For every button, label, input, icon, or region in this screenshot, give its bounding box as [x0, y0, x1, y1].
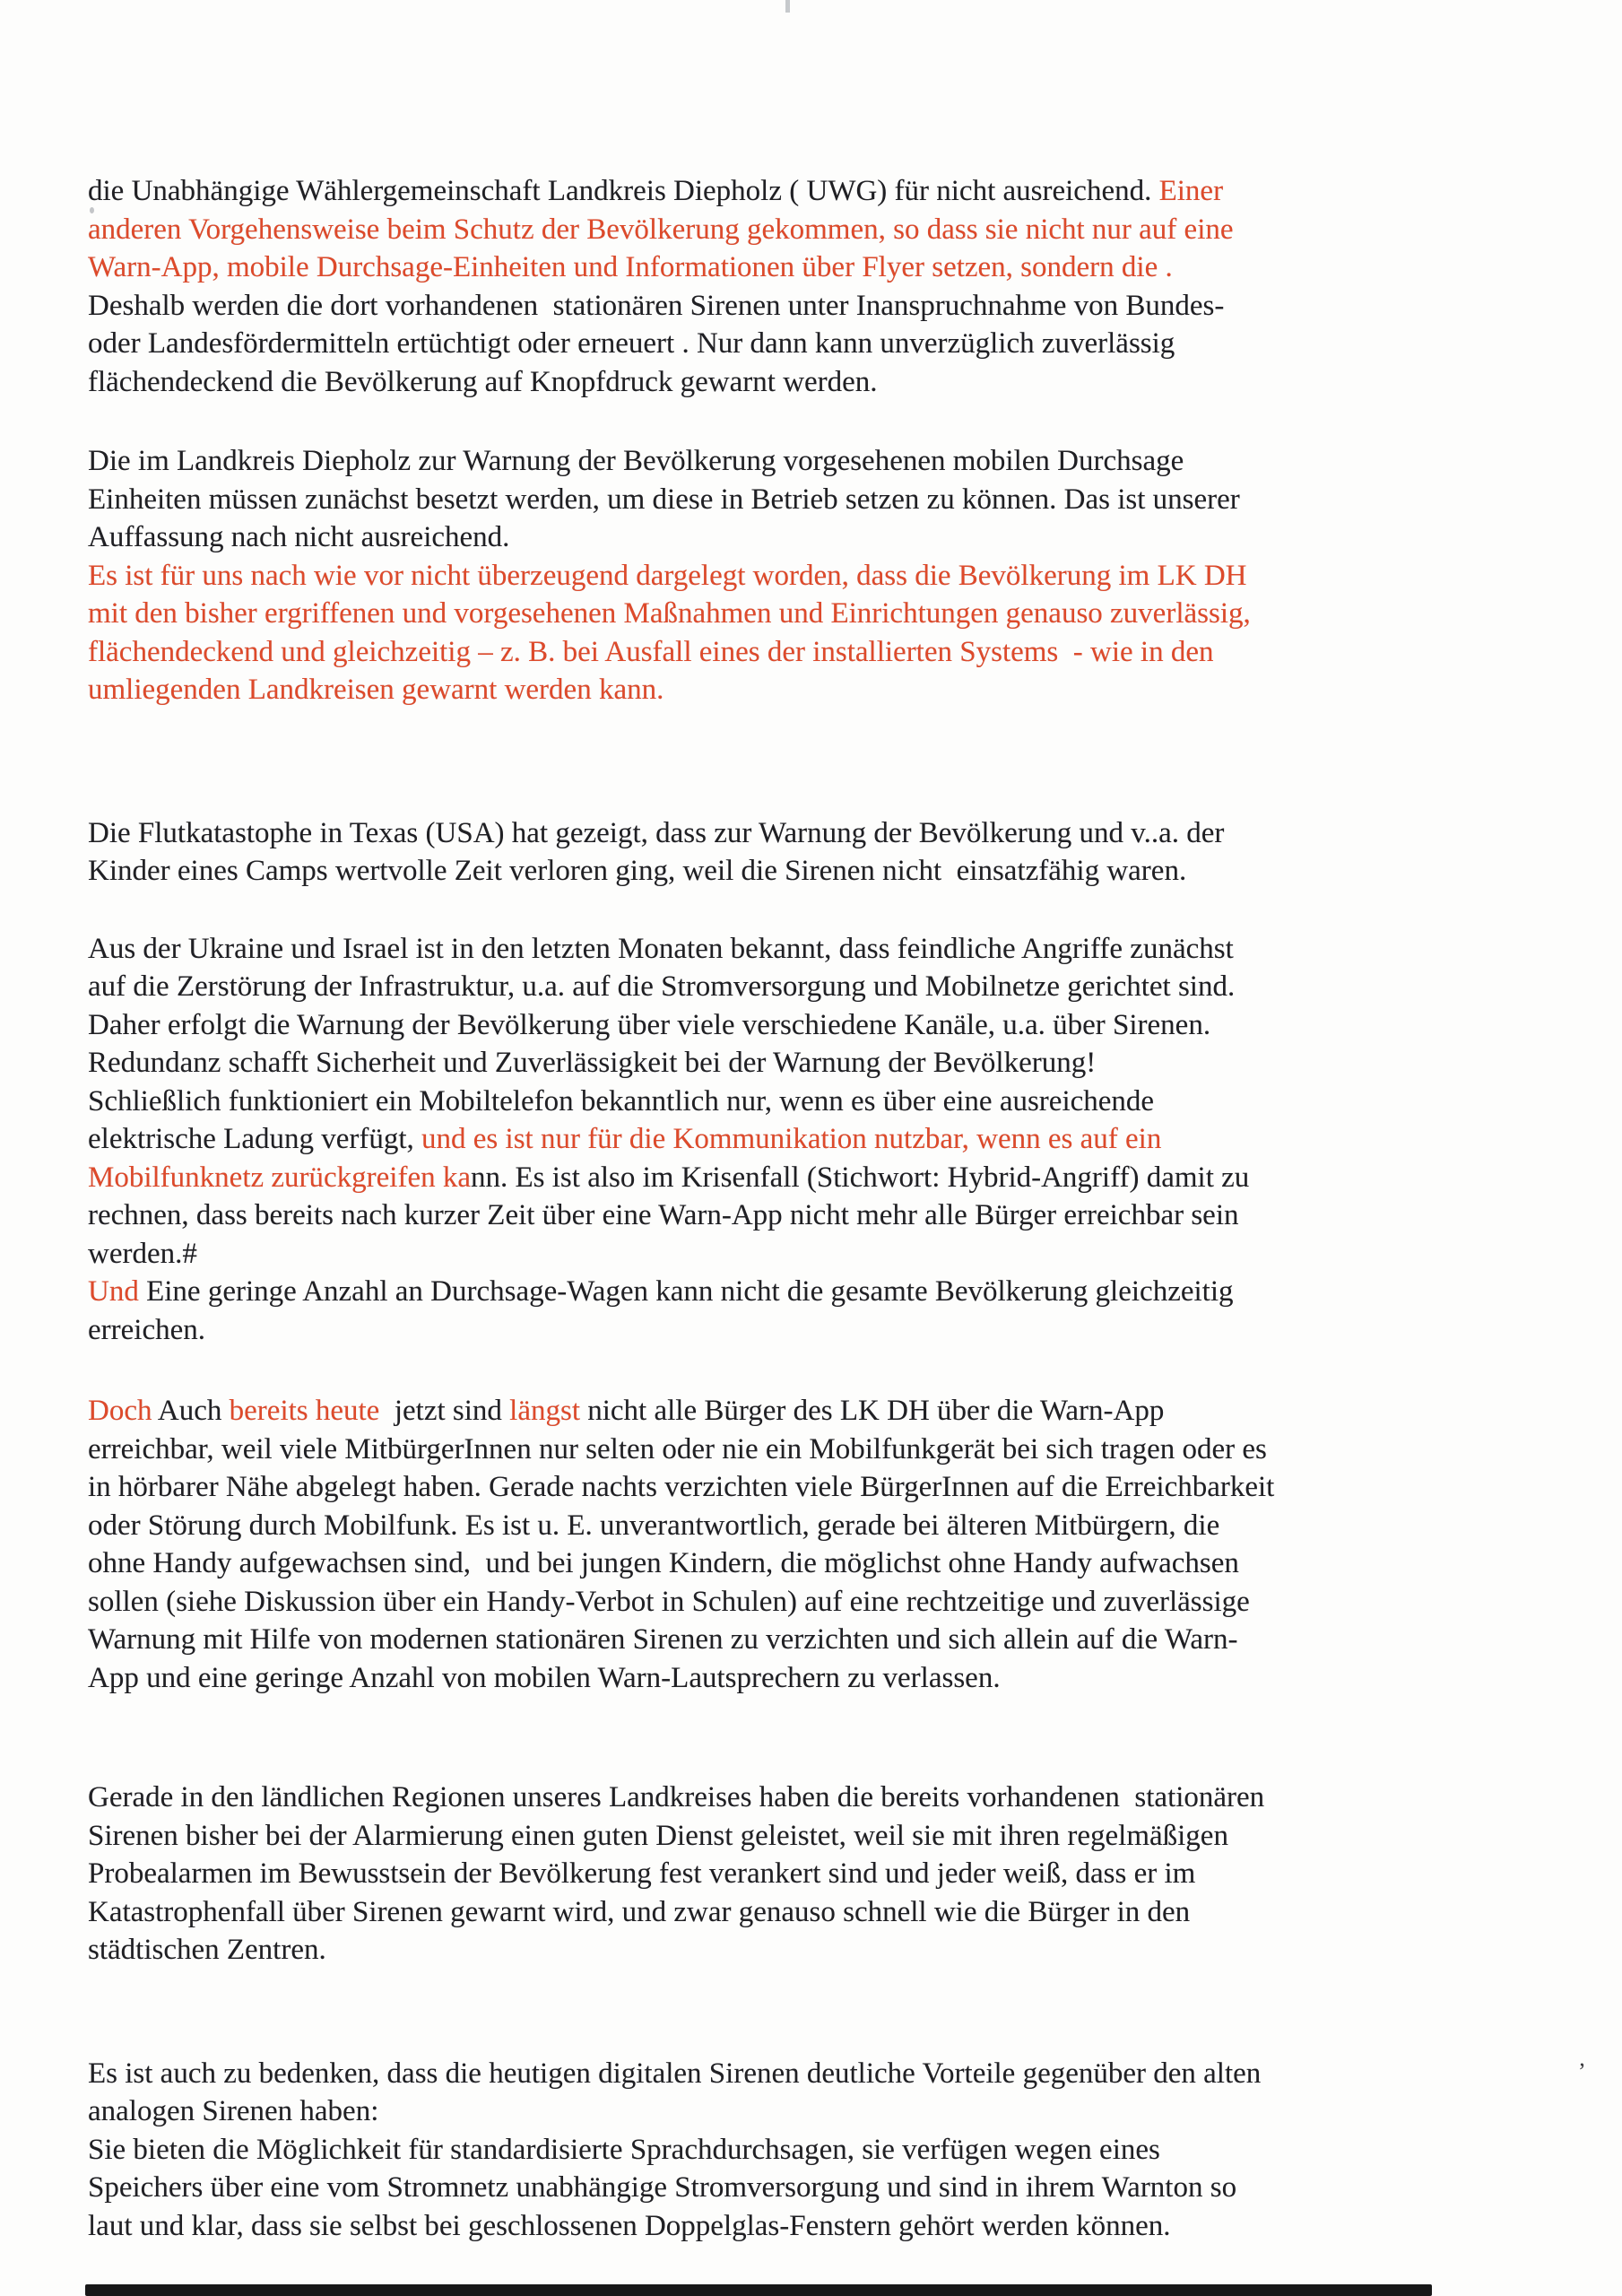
text-run: Aus der Ukraine und Israel ist in den letzten Monaten bekannt, dass feindliche Angriffe zunächst	[88, 932, 1234, 965]
text-run: analogen Sirenen haben:	[88, 2095, 379, 2127]
text-run: oder Landesfördermitteln ertüchtigt oder erneuert . Nur dann kann unverzüglich zuverlässig	[88, 327, 1175, 360]
text-line	[88, 557, 1576, 596]
text-line	[88, 248, 1576, 287]
emphasized-text-run: anderen Vorgehensweise beim Schutz der Bevölkerung gekommen, so dass sie nicht nur auf eine	[88, 213, 1234, 246]
text-line	[88, 1120, 1576, 1159]
text-line	[88, 1931, 1576, 1970]
text-line	[88, 325, 1576, 363]
text-line	[88, 1468, 1576, 1507]
text-line	[88, 1583, 1576, 1622]
text-run: Redundanz schafft Sicherheit und Zuverlässigkeit bei der Warnung der Bevölkerung!	[88, 1047, 1097, 1079]
paragraph	[88, 1779, 1576, 1970]
text-run: Es ist auch zu bedenken, dass die heutigen digitalen Sirenen deutliche Vorteile gegenüber den alten	[88, 2057, 1262, 2090]
text-run: erreichen.	[88, 1313, 205, 1346]
text-run: Schließlich funktioniert ein Mobiltelefon bekanntlich nur, wenn es über eine ausreichende	[88, 1084, 1155, 1118]
text-line	[88, 1893, 1576, 1932]
paragraph	[88, 814, 1576, 891]
text-line	[88, 172, 1576, 211]
paragraph	[88, 442, 1576, 709]
paragraph	[88, 930, 1576, 1350]
emphasized-text-run: Mobilfunknetz zurückgreifen ka	[88, 1161, 472, 1194]
emphasized-text-run: Einer	[1158, 175, 1224, 207]
text-run: Sirenen bisher bei der Alarmierung einen guten Dienst geleistet, weil sie mit ihren regelmäßigen	[88, 1819, 1228, 1852]
text-line	[88, 211, 1576, 249]
text-run: Deshalb werden die dort vorhandenen stationären Sirenen unter Inanspruchnahme von Bundes-	[88, 289, 1225, 322]
text-run: elektrische Ladung verfügt,	[88, 1123, 422, 1155]
paragraph	[88, 1392, 1576, 1697]
text-run: ohne Handy aufgewachsen sind, und bei jungen Kindern, die möglichst ohne Handy aufwachsen	[88, 1547, 1239, 1579]
text-run: Eine geringe Anzahl an Durchsage-Wagen kann nicht die gesamte Bevölkerung gleichzeitig	[146, 1275, 1234, 1308]
emphasized-text-run: mit den bisher ergriffenen und vorgesehenen Maßnahmen und Einrichtungen genauso zuverlässig,	[88, 597, 1251, 630]
text-line	[88, 481, 1576, 519]
text-run: Katastrophenfall über Sirenen gewarnt wird, und zwar genauso schnell wie die Bürger in den	[88, 1895, 1191, 1928]
text-line	[88, 1006, 1576, 1045]
text-run: Gerade in den ländlichen Regionen unseres Landkreises haben die bereits vorhandenen stationären	[88, 1781, 1265, 1813]
text-run: in hörbarer Nähe abgelegt haben. Gerade nachts verzichten viele BürgerInnen auf die Erreichbarkeit	[88, 1471, 1275, 1503]
text-run: Einheiten müssen zunächst besetzt werden, um diese in Betrieb setzen zu können. Das ist unserer	[88, 483, 1240, 516]
text-line	[88, 1431, 1576, 1469]
text-line	[88, 2092, 1576, 2131]
text-run: nicht alle Bürger des LK DH über die Warn-App	[587, 1395, 1165, 1427]
text-run: jetzt sind	[386, 1395, 510, 1427]
text-run: sollen (siehe Diskussion über ein Handy-Verbot in Schulen) auf eine rechtzeitige und zuverlässige	[88, 1585, 1250, 1618]
text-line	[88, 1817, 1576, 1856]
emphasized-text-run: Und	[88, 1275, 147, 1308]
text-line	[88, 814, 1576, 853]
text-line	[88, 1196, 1576, 1235]
text-line	[88, 1621, 1576, 1659]
text-run: Kinder eines Camps wertvolle Zeit verloren ging, weil die Sirenen nicht einsatzfähig waren.	[88, 855, 1187, 887]
text-run: werden.#	[88, 1237, 197, 1270]
text-line	[88, 1159, 1576, 1197]
text-line	[88, 442, 1576, 481]
document-body	[88, 172, 1576, 2245]
emphasized-text-run: Es ist für uns nach wie vor nicht überzeugend dargelegt worden, dass die Bevölkerung im LK DH	[88, 559, 1247, 592]
text-line	[88, 1044, 1576, 1083]
text-run: die Unabhängige Wählergemeinschaft Landkreis Diepholz ( UWG) für nicht ausreichend.	[88, 175, 1159, 207]
scan-artifact-stray-mark: ’	[1578, 2058, 1586, 2084]
emphasized-text-run: und es ist nur für die Kommunikation nutzbar, wenn es auf ein	[421, 1123, 1162, 1155]
text-run: Die Flutkatastophe in Texas (USA) hat gezeigt, dass zur Warnung der Bevölkerung und v..a. der	[88, 816, 1225, 849]
text-run: nn. Es ist also im Krisenfall (Stichwort: Hybrid-Angriff) damit zu	[471, 1161, 1250, 1194]
text-line	[88, 2207, 1576, 2246]
text-run: rechnen, dass bereits nach kurzer Zeit über eine Warn-App nicht mehr alle Bürger erreichbar sein	[88, 1199, 1239, 1231]
text-run: oder Störung durch Mobilfunk. Es ist u. E. unverantwortlich, gerade bei älteren Mitbürgern, die	[88, 1509, 1220, 1542]
text-run: erreichbar, weil viele MitbürgerInnen nur selten oder nie ein Mobilfunkgerät bei sich tragen oder es	[88, 1432, 1267, 1465]
emphasized-text-run: flächendeckend und gleichzeitig – z. B. bei Ausfall eines der installierten Systems - wie in den	[88, 635, 1214, 668]
text-line	[88, 1779, 1576, 1817]
emphasized-text-run: umliegenden Landkreisen gewarnt werden kann.	[88, 674, 664, 706]
text-run: Auffassung nach nicht ausreichend.	[88, 521, 510, 553]
emphasized-text-run: längst	[509, 1395, 588, 1427]
text-line	[88, 968, 1576, 1006]
text-run: Speichers über eine vom Stromnetz unabhängige Stromversorgung und sind in ihrem Warnton so	[88, 2171, 1237, 2204]
text-line	[88, 1083, 1576, 1121]
text-run: Sie bieten die Möglichkeit für standardisierte Sprachdurchsagen, sie verfügen wegen eines	[88, 2133, 1160, 2166]
emphasized-text-run: Doch	[88, 1395, 158, 1427]
text-run: flächendeckend die Bevölkerung auf Knopfdruck gewarnt werden.	[88, 365, 878, 398]
emphasized-text-run: Warn-App, mobile Durchsage-Einheiten und Informationen über Flyer setzen, sondern die .	[88, 251, 1173, 283]
scan-artifact-top-dash	[785, 0, 790, 13]
text-line	[88, 2055, 1576, 2093]
text-line	[88, 1235, 1576, 1274]
text-line	[88, 287, 1576, 326]
text-line	[88, 518, 1576, 557]
text-run: städtischen Zentren.	[88, 1934, 326, 1966]
text-line	[88, 852, 1576, 891]
text-run: App und eine geringe Anzahl von mobilen Warn-Lautsprechern zu verlassen.	[88, 1661, 1001, 1694]
text-line	[88, 2131, 1576, 2170]
text-line	[88, 1544, 1576, 1583]
text-run: Probealarmen im Bewusstsein der Bevölkerung fest verankert sind und jeder weiß, dass er im	[88, 1857, 1196, 1890]
text-line	[88, 1659, 1576, 1698]
text-line	[88, 930, 1576, 969]
scan-artifact-bottom-edge	[85, 2284, 1432, 2296]
text-line	[88, 1273, 1576, 1311]
emphasized-text-run: bereits heute	[229, 1395, 387, 1427]
text-run: laut und klar, dass sie selbst bei geschlossenen Doppelglas-Fenstern gehört werden können.	[88, 2209, 1171, 2242]
text-run: Die im Landkreis Diepholz zur Warnung der Bevölkerung vorgesehenen mobilen Durchsage	[88, 445, 1184, 477]
text-run: auf die Zerstörung der Infrastruktur, u.a. auf die Stromversorgung und Mobilnetze gerichtet sind.	[88, 970, 1236, 1003]
text-line	[88, 671, 1576, 709]
text-line	[88, 633, 1576, 672]
text-line	[88, 1855, 1576, 1893]
text-line	[88, 595, 1576, 633]
text-line	[88, 1392, 1576, 1431]
text-run: Warnung mit Hilfe von modernen stationären Sirenen zu verzichten und sich allein auf die Warn-	[88, 1623, 1238, 1656]
text-line	[88, 363, 1576, 402]
text-line	[88, 1507, 1576, 1545]
text-line	[88, 1311, 1576, 1350]
text-run: Daher erfolgt die Warnung der Bevölkerung über viele verschiedene Kanäle, u.a. über Sirenen.	[88, 1008, 1211, 1041]
paragraph	[88, 2055, 1576, 2246]
text-run: Auch	[157, 1395, 230, 1427]
paragraph	[88, 172, 1576, 401]
text-line	[88, 2169, 1576, 2207]
